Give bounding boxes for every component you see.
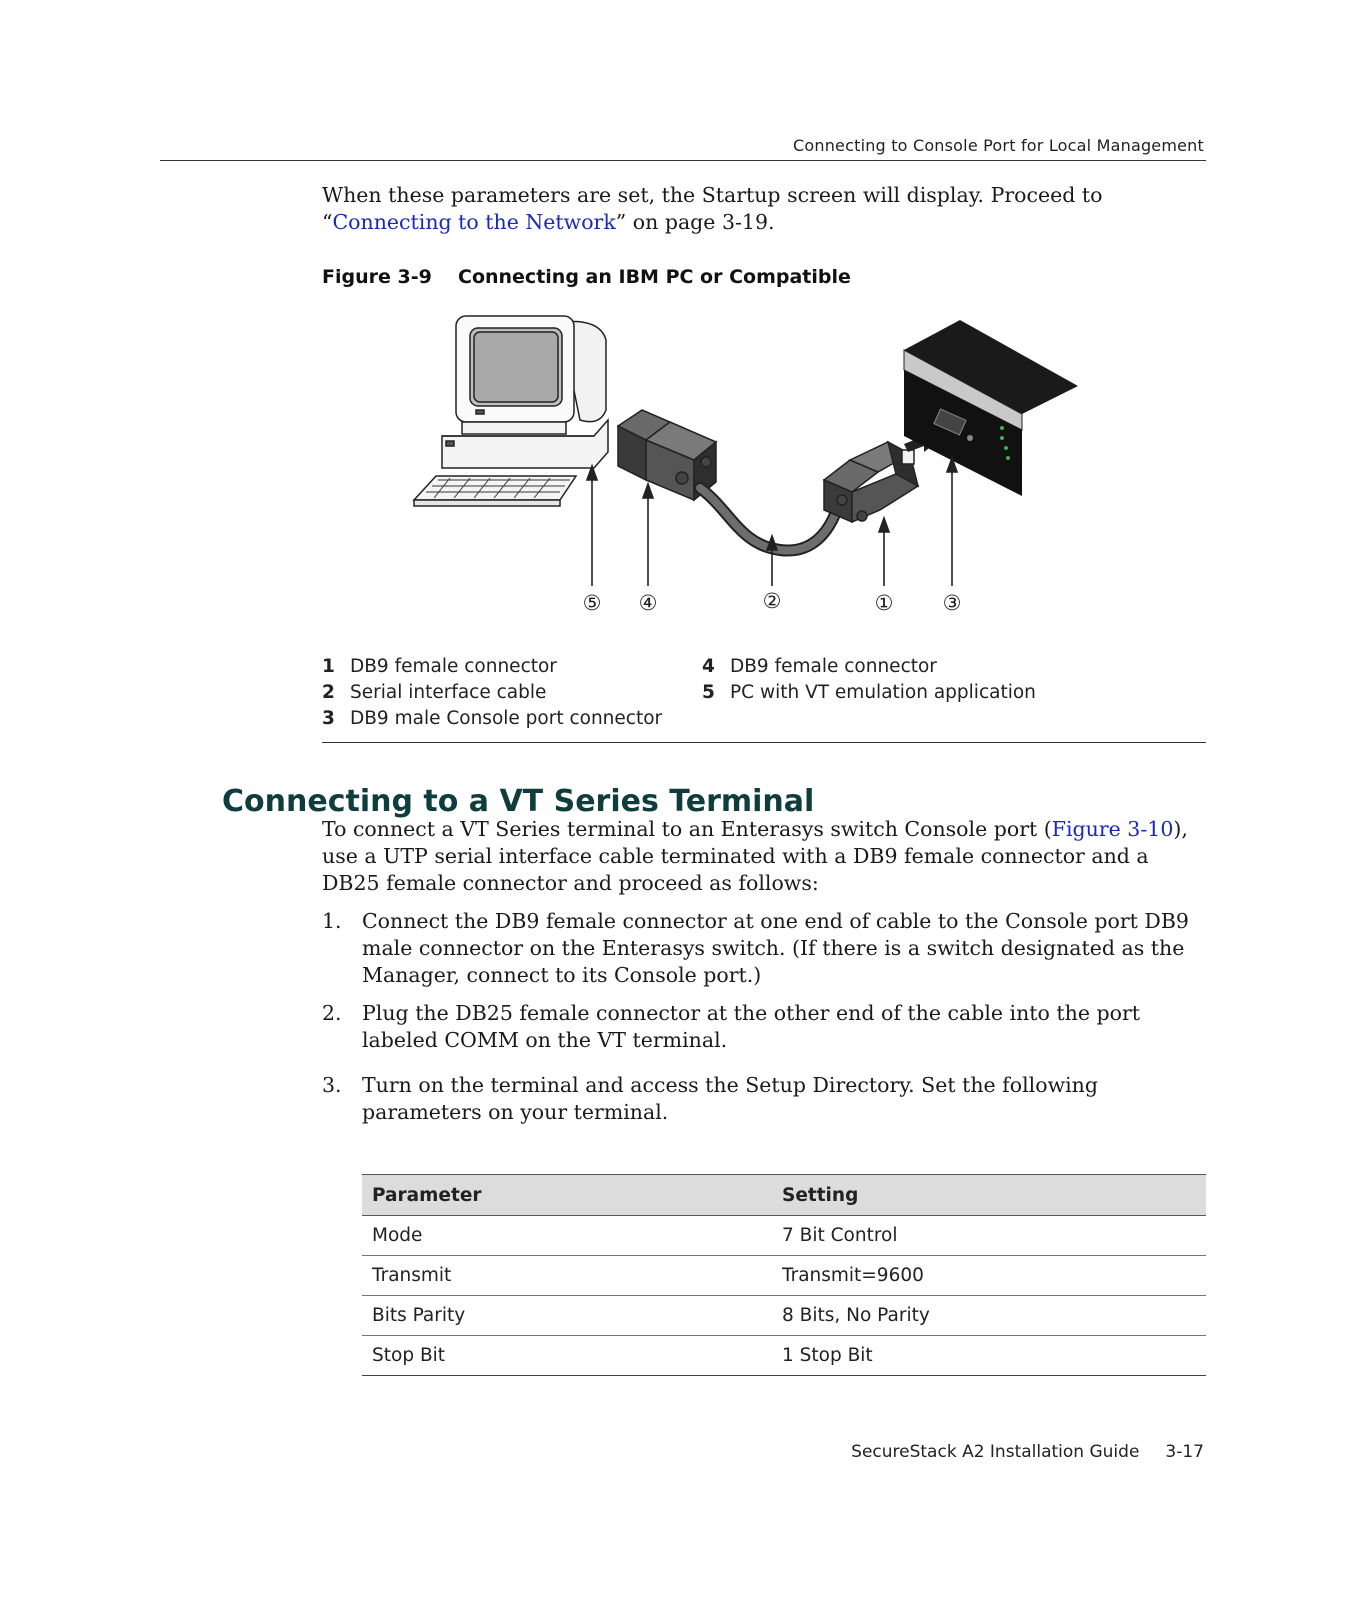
callout-3: ③ [942,591,962,615]
footer-guide-title: SecureStack A2 Installation Guide [851,1442,1140,1462]
column-header-parameter: Parameter [362,1175,772,1216]
header-rule [160,160,1206,161]
intro-paragraph [322,182,1212,236]
legend-item-5: 5 PC with VT emulation application [702,682,1036,703]
figure-3-10-link[interactable]: Figure 3-10 [1051,817,1174,841]
table-row: Transmit Transmit=9600 [362,1256,1206,1296]
callout-1: ① [874,591,894,615]
switch-illustration [904,320,1078,496]
running-header: Connecting to Console Port for Local Management [793,136,1204,155]
legend-item-1: 1 DB9 female connector [322,656,557,677]
figure-caption [322,266,851,288]
step-3-text: Turn on the terminal and access the Setup Directory. Set the following parameters on your terminal. [362,1073,1098,1124]
page-number: 3-17 [1165,1442,1204,1462]
column-header-setting: Setting [772,1175,1206,1216]
figure-number: Figure 3-9 [322,266,432,288]
connection-diagram [410,310,1130,640]
step-2-number: 2. [322,1001,342,1025]
callout-4: ④ [638,591,658,615]
table-header-row [362,1175,1206,1216]
parameters-table [362,1174,1206,1376]
page-footer [160,1442,1204,1462]
connecting-to-network-link[interactable]: Connecting to the Network [332,210,616,234]
step-2-text: Plug the DB25 female connector at the other end of the cable into the port labeled COMM on the VT terminal. [362,1001,1140,1052]
table-row: Mode 7 Bit Control [362,1216,1206,1256]
callout-2: ② [762,589,782,613]
step-3-number: 3. [322,1073,342,1097]
callout-5: ⑤ [582,591,602,615]
table-row: Bits Parity 8 Bits, No Parity [362,1296,1206,1336]
legend-item-4: 4 DB9 female connector [702,656,937,677]
section-title: Connecting to a VT Series Terminal [222,784,815,819]
step-1-number: 1. [322,909,342,933]
intro-text-after: ” on page 3-19. [615,210,775,234]
section-paragraph: To connect a VT Series terminal to an Enterasys switch Console port (Figure 3-10), use a UTP serial interface cable terminated with a DB9 female connector and a DB25 female connector and proceed as follows: [322,817,1188,895]
intro-text-before: When these parameters are set, the Startup screen will display. Proceed to “ [322,183,1103,234]
legend-item-3: 3 DB9 male Console port connector [322,708,663,729]
legend-rule [322,742,1206,743]
legend-item-2: 2 Serial interface cable [322,682,547,703]
db9-connector-right [824,442,918,522]
pc-illustration [414,316,608,506]
figure-title: Connecting an IBM PC or Compatible [458,266,851,288]
step-1-text: Connect the DB9 female connector at one end of cable to the Console port DB9 male connector on the Enterasys switch. (If there is a switch designated as the Manager, connect to its Console port.) [362,909,1189,987]
table-row: Stop Bit 1 Stop Bit [362,1336,1206,1376]
